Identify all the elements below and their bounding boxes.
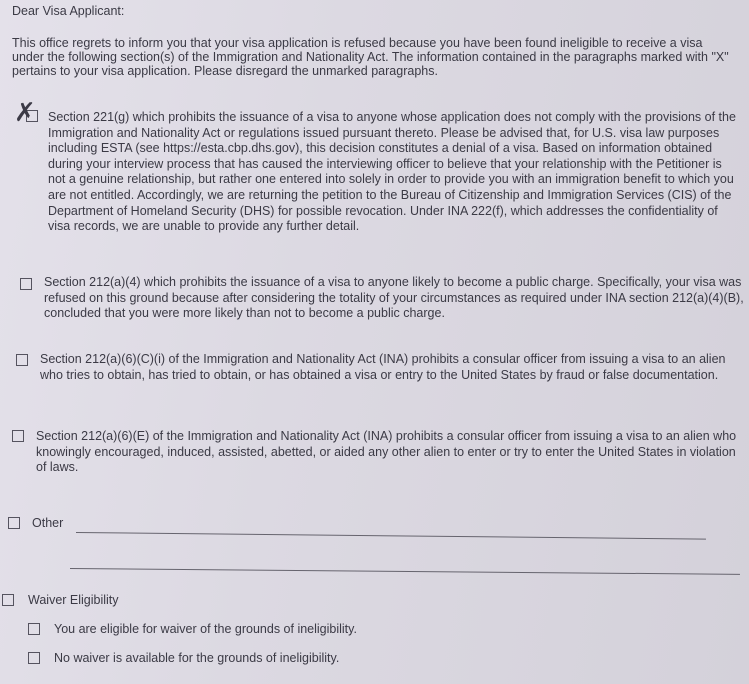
section-212a6ci-text: Section 212(a)(6)(C)(i) of the Immigration and Nationality Act (INA) prohibits a consular officer from issuing a visa to an alien who tries to obtain, has tried to obtain, or has obtained a visa or entry to the United States by fraud or false documentation. — [40, 352, 726, 382]
greeting: Dear Visa Applicant: — [12, 4, 125, 18]
other-line-1[interactable] — [76, 532, 706, 540]
section-212a6e-checkbox[interactable] — [12, 430, 24, 442]
x-mark-icon: ✗ — [14, 98, 36, 128]
other-label: Other — [32, 516, 64, 530]
section-212a6ci-checkbox[interactable] — [16, 354, 28, 366]
section-212a4-checkbox[interactable] — [20, 278, 32, 290]
section-212a4-text: Section 212(a)(4) which prohibits the issuance of a visa to anyone likely to become a public charge. Specifically, your visa was refused on this ground because after considering the totality of your circumstances as required under INA section 212(a)(4)(B), concluded that you were more likely than not to become a public charge. — [44, 275, 744, 321]
intro-paragraph: This office regrets to inform you that your visa application is refused because you have been found ineligible to receive a visa under the following section(s) of the Immigration and Nationality Act. The information contained in the paragraphs marked with "X" pertains to your visa application. Please disregard the unmarked paragraphs. — [12, 36, 729, 78]
waiver-none-text: No waiver is available for the grounds of ineligibility. — [54, 651, 340, 665]
other-checkbox[interactable] — [8, 517, 20, 529]
waiver-checkbox[interactable] — [2, 594, 14, 606]
other-line-2[interactable] — [70, 568, 740, 575]
waiver-eligible-checkbox[interactable] — [28, 623, 40, 635]
waiver-none-checkbox[interactable] — [28, 652, 40, 664]
section-221g-text: Section 221(g) which prohibits the issuance of a visa to anyone whose application does not comply with the provisions of the Immigration and Nationality Act or regulations issued pursuant thereto. Please be advised that, for U.S. visa law purposes including ESTA (see https://esta.cbp.dhs.gov), this decision constitutes a denial of a visa. Based on information obtained during your interview process that has caused the interviewing officer to believe that your relationship with the Petitioner is not a genuine relationship, but rather one entered into solely in order to provide you with an immigration benefit to which you are not entitled. Accordingly, we are returning the petition to the Bureau of Citizenship and Immigration Services (CIS) of the Department of Homeland Security (DHS) for possible revocation. Under INA 222(f), which addresses the confidentiality of visa records, we are unable to provide any further detail. — [48, 110, 736, 234]
section-212a6e-text: Section 212(a)(6)(E) of the Immigration and Nationality Act (INA) prohibits a consular officer from issuing a visa to an alien who knowingly encouraged, induced, assisted, abetted, or aided any other alien to enter or try to enter the United States in violation of laws. — [36, 429, 737, 475]
waiver-eligible-text: You are eligible for waiver of the grounds of ineligibility. — [54, 622, 357, 636]
waiver-label: Waiver Eligibility — [28, 593, 119, 607]
